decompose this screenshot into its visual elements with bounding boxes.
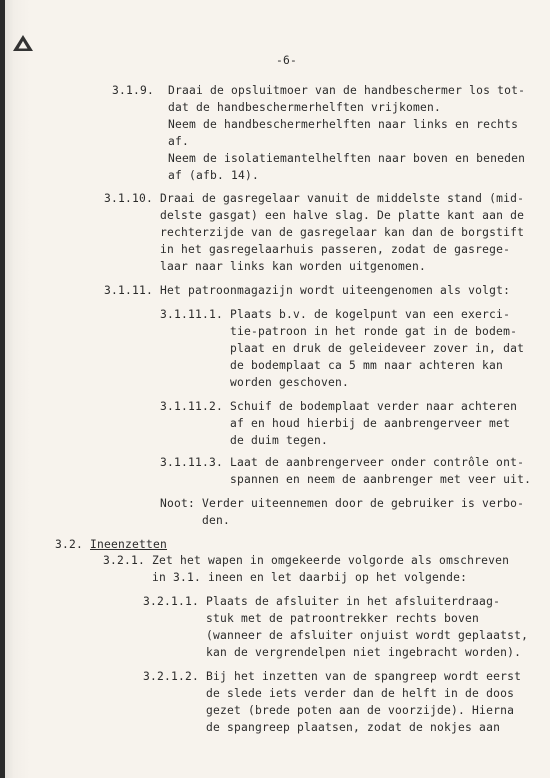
text-line: (wanneer de afsluiter onjuist wordt geplaatst, [143,629,529,642]
text-line: Neem de isolatiemantelhelften naar boven en beneden [112,152,526,165]
text-line: in het gasregelaarhuis passeren, zodat de gasrege- [104,243,511,256]
text-line: dat de handbeschermerhelften vrijkomen. [112,101,442,114]
page-number: -6- [276,54,298,67]
text-line: rechterzijde van de gasregelaar kan dan de borgstift [104,226,525,239]
page-binding-edge [0,0,5,778]
text-line: laar naar links kan worden uitgenomen. [104,260,427,273]
text-line: spannen en neem de aanbrenger met veer uit. [160,473,532,486]
text-line: de slede iets verder dan de helft in de doos [143,687,515,700]
text-line: af (afb. 14). [112,169,260,182]
text-line: 3.2.1.1. Plaats de afsluiter in het afsluiterdraag- [143,595,501,608]
text-line: 3.1.11.1. Plaats b.v. de kogelpunt van een exerci- [160,308,511,321]
text-line: 3.1.11.2. Schuif de bodemplaat verder naar achteren [160,400,518,413]
text-line: tie-patroon in het ronde gat in de bodem- [160,325,518,338]
text-line: in 3.1. ineen en let daarbij op het volgende: [103,571,468,584]
text-line: den. [160,514,231,527]
text-line: de spangreep plaatsen, zodat de nokjes aan [143,721,501,734]
triangle-logo-icon [12,34,34,52]
text-line: kan de vergrendelpen niet ingebracht worden). [143,646,522,659]
text-line: plaat en druk de geleideveer zover in, dat [160,342,525,355]
text-line: 3.1.11. Het patroonmagazijn wordt uiteengenomen als volgt: [104,284,511,297]
text-line: 3.1.10. Draai de gasregelaar vanuit de middelste stand (mid- [104,192,525,205]
text-line: 3.1.9. Draai de opsluitmoer van de handbeschermer los tot- [112,84,526,97]
text-line: gezet (brede poten aan de voorzijde). Hierna [143,704,515,717]
text-line: de bodemplaat ca 5 mm naar achteren kan [160,359,504,372]
section-heading-title: Ineenzetten [90,538,168,551]
text-line: delste gasgat) een halve slag. De platte kant aan de [104,209,525,222]
text-line: 3.2.1. Zet het wapen in omgekeerde volgorde als omschreven [103,554,510,567]
text-line: worden geschoven. [160,376,350,389]
text-line: Noot: Verder uiteennemen door de gebruiker is verbo- [160,497,525,510]
text-line: Neem de handbeschermerhelften naar links en rechts [112,118,519,131]
text-line: 3.2.1.2. Bij het inzetten van de spangreep wordt eerst [143,670,522,683]
text-line: af en houd hierbij de aanbrengerveer met [160,417,511,430]
section-heading: 3.2. Ineenzetten [55,538,168,551]
text-line: af. [112,135,190,148]
text-line: stuk met de patroontrekker rechts boven [143,612,480,625]
text-line: de duim tegen. [160,434,329,447]
text-line: 3.1.11.3. Laat de aanbrengerveer onder contrôle ont- [160,456,525,469]
